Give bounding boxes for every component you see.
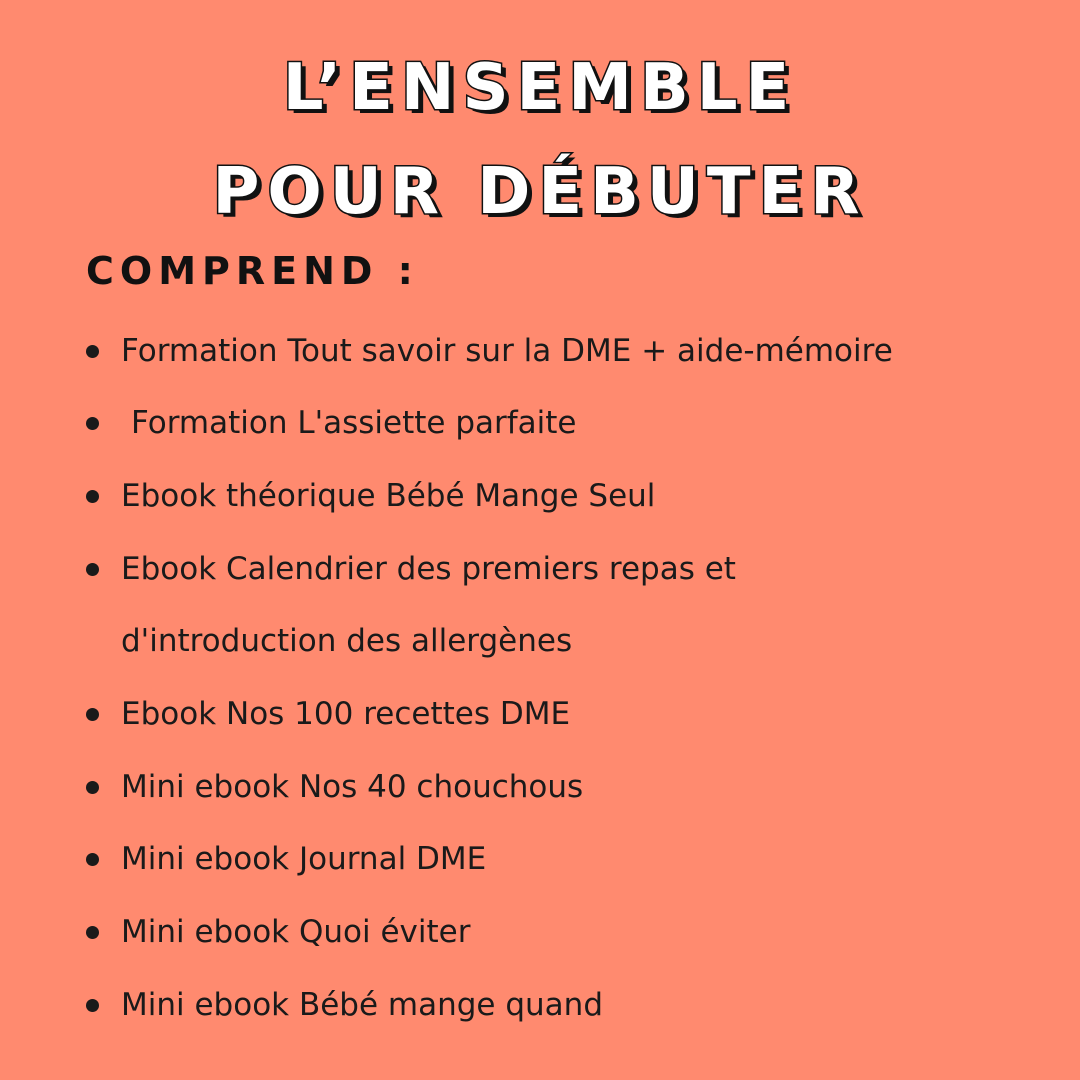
list-item [86, 969, 1026, 1041]
title-line-1: L’ENSEMBLE [282, 51, 798, 125]
list-item-text: Formation Tout savoir sur la DME + aide-mémoire [121, 333, 893, 369]
bullet-icon [86, 345, 99, 358]
bullet-icon [86, 708, 99, 721]
bullet-icon [86, 563, 99, 576]
list-item [86, 896, 1026, 968]
list-item-text: Mini ebook Nos 40 chouchous [121, 769, 584, 805]
list-item [86, 823, 1026, 895]
bullet-icon [86, 417, 99, 430]
list-item-text: Ebook Nos 100 recettes DME [121, 696, 571, 732]
bullet-icon [86, 999, 99, 1012]
list-item [86, 678, 1026, 750]
list-item-text: Ebook Calendrier des premiers repas et d'introduction des allergènes [121, 551, 736, 659]
bullet-icon [86, 781, 99, 794]
list-item-text: Mini ebook Journal DME [121, 841, 487, 877]
title-line-2: POUR DÉBUTER [212, 155, 868, 229]
list-item-text: Formation L'assiette parfaite [131, 405, 577, 441]
list-item [86, 315, 1026, 387]
list-item-text: Mini ebook Quoi éviter [121, 914, 471, 950]
list-item [86, 387, 1026, 459]
list-item [86, 751, 1026, 823]
bullet-icon [86, 926, 99, 939]
list-item-text: Ebook théorique Bébé Mange Seul [121, 478, 656, 514]
list-item [86, 533, 1026, 677]
bullet-icon [86, 490, 99, 503]
list-item-text: Mini ebook Bébé mange quand [121, 987, 603, 1023]
list-item [86, 460, 1026, 532]
section-heading: COMPREND : [86, 249, 419, 293]
bullet-icon [86, 853, 99, 866]
